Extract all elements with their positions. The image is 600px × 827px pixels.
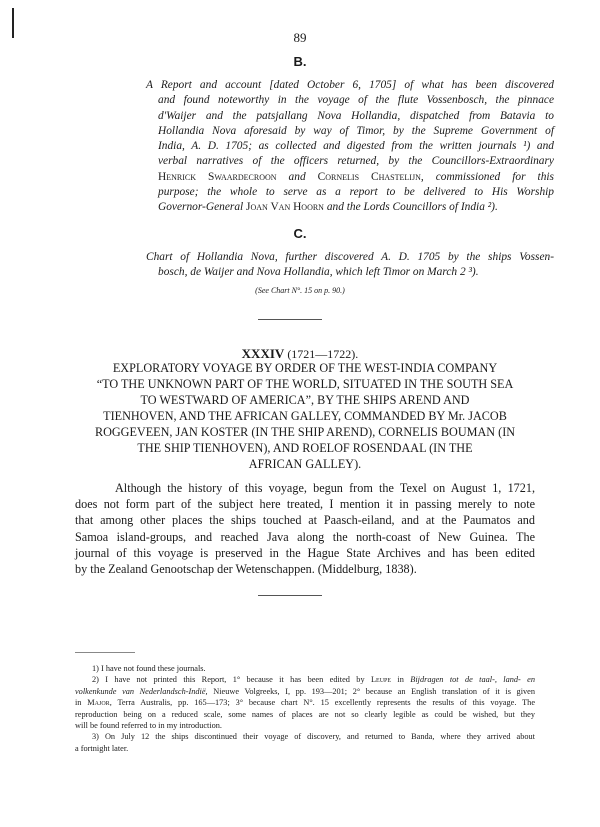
heading-line: TO WESTWARD OF AMERICA”, BY THE SHIPS AREND AND	[140, 393, 470, 407]
section-c-line: Chart of Hollandia Nova, further discovered A. D. 1705 by the ships Vossen-	[146, 251, 554, 263]
separator-rule	[258, 595, 322, 596]
footnotes	[75, 663, 535, 754]
councillor-name: Cornelis Chastelijn	[317, 170, 421, 183]
body-line: that among other places the ships touched at Paasch-eiland, and at the Paumatos and	[75, 513, 535, 528]
heading-line: EXPLORATORY VOYAGE BY ORDER OF THE WEST-INDIA COMPANY	[112, 361, 498, 375]
footnote-1: 1) I have not found these journals.	[92, 664, 206, 673]
body-paragraph	[75, 480, 535, 577]
section-c-text	[146, 250, 554, 281]
heading-line: AFRICAN GALLEY).	[248, 457, 362, 471]
chapter-number: XXXIV	[241, 346, 285, 361]
footnote-3-line: a fortnight later.	[75, 743, 129, 753]
footnote-3-line: 3) On July 12 the ships discontinued their voyage of discovery, and returned to Banda, where they arrived about	[92, 732, 535, 742]
footnote-rule	[75, 652, 135, 653]
section-b-line: India, A. D. 1705; as collected and digested from the written journals ¹) and	[158, 140, 554, 153]
governor-name: Joan Van Hoorn	[246, 201, 324, 214]
footnote-2-line: reproduction being on a reduced scale, some names of places are not so clearly legible as could be wished, but they	[75, 709, 535, 719]
body-line: Samoa island-groups, and reached Java along the north-coast of New Guinea. The	[75, 529, 535, 544]
section-b-line: and found noteworthy in the voyage of the flute Vossenbosch, the pinnace	[158, 94, 554, 107]
body-line: does not form part of the subject here treated, I mention it in passing merely to note	[75, 497, 535, 512]
section-b-line: purpose; the whole to serve as a report to be delivered to His Worship	[158, 186, 554, 199]
page-number: 89	[293, 30, 307, 45]
section-b-line: A Report and account [dated October 6, 1705] of what has been discovered	[146, 79, 554, 91]
heading-line: “TO THE UNKNOWN PART OF THE WORLD, SITUATED IN THE SOUTH SEA	[96, 377, 514, 391]
separator-rule	[258, 319, 322, 320]
footnote-2-line: 2) I have not printed this Report, 1° because it has been edited by Leupe in Bijdragen tot de taal-, land- en	[92, 675, 536, 685]
section-b-heading: B.	[293, 54, 307, 69]
section-b-line: d'Waijer and the patsjallang Nova Hollandia, dispatched from Batavia to	[158, 109, 554, 122]
body-line: by the Zealand Genootschap der Wetenschappen. (Middelburg, 1838).	[75, 562, 417, 577]
section-b-line: Governor-General Joan Van Hoorn and the Lords Councillors of India ²).	[158, 201, 498, 214]
section-c-line: bosch, de Waijer and Nova Hollandia, which left Timor on March 2 ³).	[158, 266, 479, 279]
section-b-text	[146, 78, 554, 216]
section-b-line: verbal narratives of the officers returned, by the Councillors-Extraordinary	[158, 155, 554, 168]
chart-reference: (See Chart N°. 15 on p. 90.)	[255, 286, 345, 295]
footnote-2-line: will be found referred to in my introduction.	[75, 721, 223, 731]
chapter-heading	[75, 360, 535, 472]
section-c-heading: C.	[293, 226, 307, 241]
body-line: journal of this voyage is preserved in the Hague State Archives and has been edited	[75, 545, 535, 560]
footnote-2-line: volkenkunde van Nederlandsch-Indië, Nieuwe Volgreeks, I, pp. 193—201; 2° because an English translation of it is given	[75, 686, 535, 696]
footnote-2-line: in Major, Terra Australis, pp. 165—173; 3° because chart N°. 15 excellently represents the results of this voyage. The	[75, 698, 536, 708]
section-b-line: Hollandia Nova aforesaid by way of Timor, by the Supreme Government of	[158, 124, 554, 137]
section-b-line: Henrick Swaardecroon and Cornelis Chastelijn, commissioned for this	[158, 170, 554, 183]
body-line: Although the history of this voyage, begun from the Texel on August 1, 1721,	[115, 481, 535, 495]
heading-line: ROGGEVEEN, JAN KOSTER (IN THE SHIP AREND), CORNELIS BOUMAN (IN	[94, 425, 516, 439]
heading-line: THE SHIP TIENHOVEN), AND ROELOF ROSENDAAL (IN THE	[137, 441, 473, 455]
chapter-years: (1721—1722).	[287, 347, 359, 361]
heading-line: TIENHOVEN, AND THE AFRICAN GALLEY, COMMANDED BY Mr. JACOB	[103, 409, 507, 423]
councillor-name: Henrick Swaardecroon	[158, 170, 277, 183]
